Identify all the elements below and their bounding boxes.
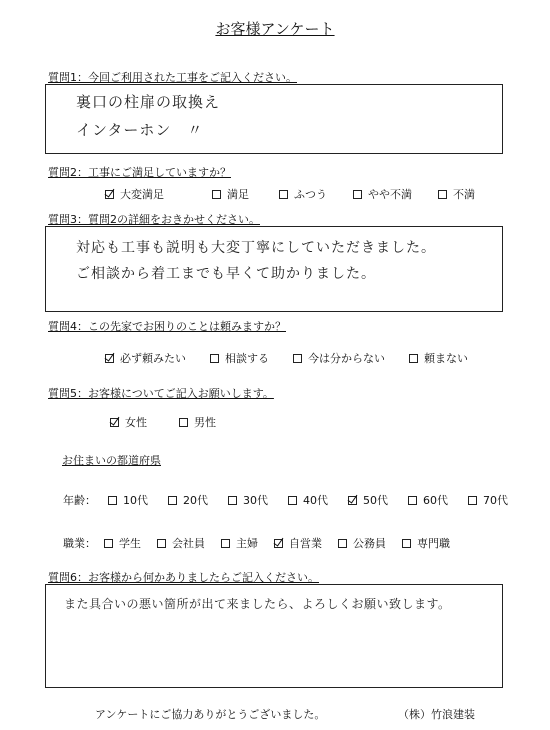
checkbox[interactable] [105,190,114,199]
checkbox[interactable] [274,539,283,548]
question-4-label: 質問4：この先家でお困りのことは頼みますか？ [48,320,286,333]
option-normal[interactable]: ふつう [279,186,327,202]
prefecture-label: お住まいの都道府県 [62,454,161,467]
question-3-label: 質問3：質問2の詳細をおきかせください。 [48,213,260,226]
job-options [63,535,450,551]
question-2-label: 質問2：工事にご満足していますか？ [48,166,231,179]
option-very-satisfied[interactable]: 大変満足 [105,186,164,202]
job-label: 職業： [63,537,96,550]
checkbox[interactable] [105,354,114,363]
option-age-50s[interactable]: 50代 [348,492,388,508]
option-satisfied[interactable]: 満足 [212,186,249,202]
option-male[interactable]: 男性 [179,414,216,430]
answer-line: また具合いの悪い箇所が出て来ましたら、よろしくお願い致します。 [64,597,451,611]
option-age-60s[interactable]: 60代 [408,492,448,508]
checkbox[interactable] [228,496,237,505]
question-1-label: 質問1：今回ご利用された工事をご記入ください。 [48,71,297,84]
option-civil-servant[interactable]: 公務員 [338,535,386,551]
answer-line: ご相談から着工までも早くて助かりました。 [76,266,376,282]
checkbox[interactable] [221,539,230,548]
age-label: 年齢： [63,494,96,507]
checkbox[interactable] [293,354,302,363]
question-6-label: 質問6：お客様から何かありましたらご記入ください。 [48,571,319,584]
checkbox[interactable] [168,496,177,505]
question-1-answer-box[interactable] [45,84,503,154]
option-unsure[interactable]: 今は分からない [293,350,385,366]
checkbox[interactable] [210,354,219,363]
checkbox[interactable] [110,418,119,427]
option-age-70s[interactable]: 70代 [468,492,508,508]
question-5-label: 質問5：お客様についてご記入お願いします。 [48,387,274,400]
option-dissatisfied[interactable]: 不満 [438,186,475,202]
checkbox[interactable] [104,539,113,548]
option-age-10s[interactable]: 10代 [108,492,148,508]
option-specialist[interactable]: 専門職 [402,535,450,551]
checkbox[interactable] [409,354,418,363]
answer-line: インターホン 〃 [76,121,204,139]
gender-options [110,414,236,430]
question-4-options [105,350,488,366]
checkbox[interactable] [408,496,417,505]
option-housewife[interactable]: 主婦 [221,535,258,551]
answer-line: 対応も工事も説明も大変丁寧にしていただきました。 [76,240,436,256]
page-title: お客様アンケート [215,20,335,38]
checkbox[interactable] [338,539,347,548]
checkbox[interactable] [288,496,297,505]
checkbox[interactable] [108,496,117,505]
option-student[interactable]: 学生 [104,535,141,551]
checkbox[interactable] [279,190,288,199]
option-age-20s[interactable]: 20代 [168,492,208,508]
thanks-text: アンケートにご協力ありがとうございました。 [95,708,326,721]
question-2-options [105,186,495,202]
checkbox[interactable] [179,418,188,427]
option-female[interactable]: 女性 [110,414,147,430]
option-self-employed[interactable]: 自営業 [274,535,322,551]
option-age-40s[interactable]: 40代 [288,492,328,508]
age-options [63,492,508,508]
checkbox[interactable] [468,496,477,505]
answer-line: 裏口の柱扉の取換え [76,93,221,111]
option-consult[interactable]: 相談する [210,350,269,366]
checkbox[interactable] [438,190,447,199]
option-will-not[interactable]: 頼まない [409,350,468,366]
option-slightly-dissatisfied[interactable]: やや不満 [353,186,412,202]
checkbox[interactable] [348,496,357,505]
checkbox[interactable] [402,539,411,548]
option-definitely[interactable]: 必ず頼みたい [105,350,186,366]
company-name: （株）竹浪建装 [398,708,475,721]
option-employee[interactable]: 会社員 [157,535,205,551]
checkbox[interactable] [212,190,221,199]
question-3-answer-box[interactable] [45,226,503,312]
question-6-answer-box[interactable] [45,584,503,688]
checkbox[interactable] [157,539,166,548]
checkbox[interactable] [353,190,362,199]
option-age-30s[interactable]: 30代 [228,492,268,508]
